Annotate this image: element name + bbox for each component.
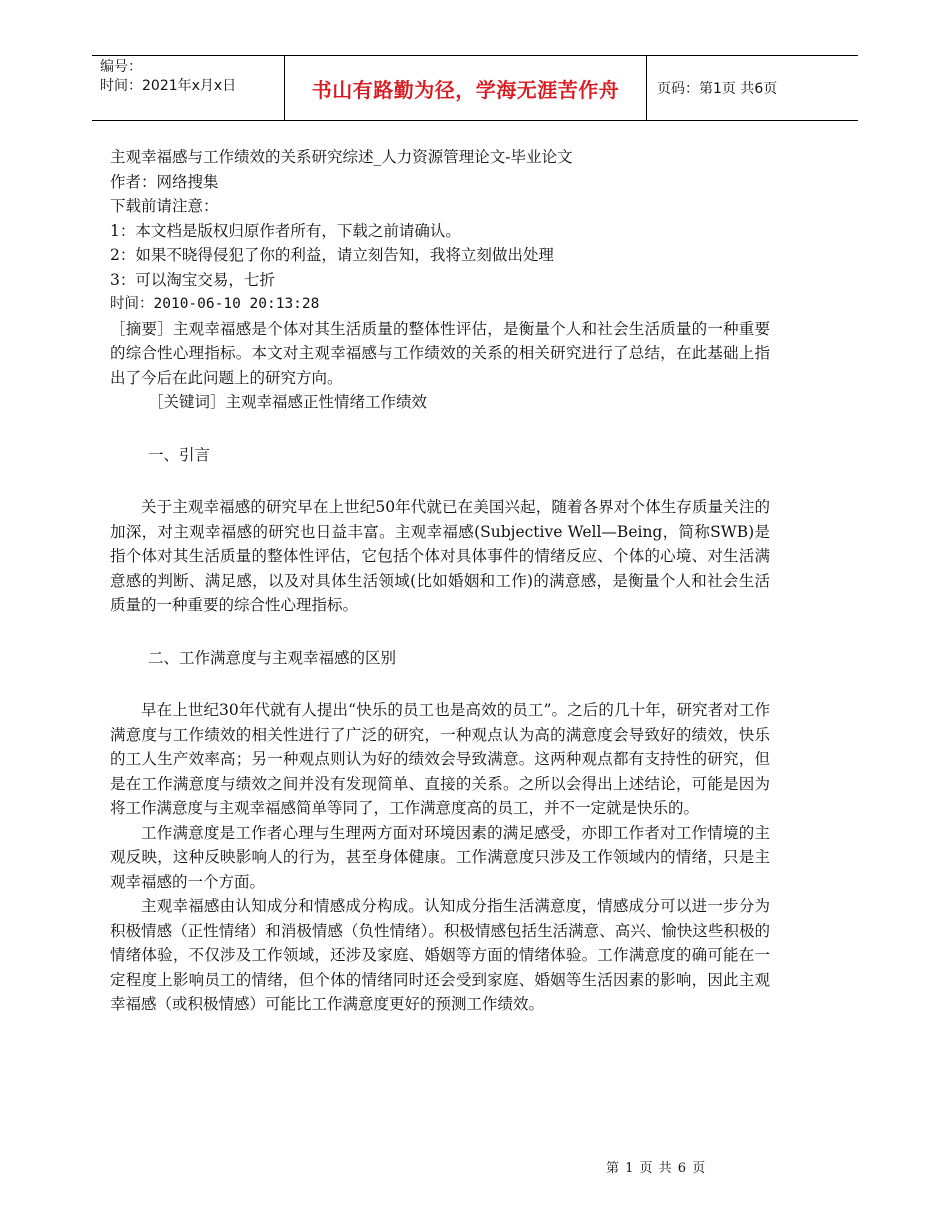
header-page-info: 页码：第1页 共6页 [657,81,778,97]
keywords-line: ［关键词］主观幸福感正性情绪工作绩效 [148,393,428,411]
article-author: 作者：网络搜集 [110,172,219,191]
notice-item-1: 1：本文档是版权归原作者所有，下载之前请确认。 [110,221,461,240]
doc-time-label: 时间：2021年x月x日 [100,78,237,94]
notice-item-3: 3：可以淘宝交易，七折 [110,270,275,289]
difference-paragraph-1: 早在上世纪30年代就有人提出“快乐的员工也是高效的员工”。之后的几十年，研究者对工作满意度与工作绩效的相关性进行了广泛的研究，一种观点认为高的满意度会导致好的绩效，快乐的工人生产效率高；另一种观点则认为好的绩效会导致满意。这两种观点都有支持性的研究，但是在工作满意度与绩效之间并没有发现简单、直接的关系。之所以会得出上述结论，可能是因为将工作满意度与主观幸福感简单等同了，工作满意度高的员工，并不一定就是快乐的。 [110,701,770,817]
difference-paragraph-2: 工作满意度是工作者心理与生理两方面对环境因素的满足感受，亦即工作者对工作情境的主观反映，这种反映影响人的行为，甚至身体健康。工作满意度只涉及工作领域内的情绪，只是主观幸福感的一个方面。 [110,823,770,891]
article-time: 时间：2010-06-10 20:13:28 [110,296,320,312]
difference-paragraph-3: 主观幸福感由认知成分和情感成分构成。认知成分指生活满意度，情感成分可以进一步分为积极情感（正性情绪）和消极情感（负性情绪）。积极情感包括生活满意、高兴、愉快这些积极的情绪体验，不仅涉及工作领域，还涉及家庭、婚姻等方面的情绪体验。工作满意度的确可能在一定程度上影响员工的情绪，但个体的情绪同时还会受到家庭、婚姻等生活因素的影响，因此主观幸福感（或积极情感）可能比工作满意度更好的预测工作绩效。 [110,897,770,1013]
section-heading-intro: 一、引言 [148,445,211,464]
doc-number-label: 编号： [100,59,142,75]
notice-heading: 下载前请注意： [110,197,219,215]
document-body [110,145,770,1017]
section-heading-difference: 二、工作满意度与主观幸福感的区别 [148,648,397,667]
article-title: 主观幸福感与工作绩效的关系研究综述_人力资源管理论文-毕业论文 [110,148,573,166]
intro-paragraph: 关于主观幸福感的研究早在上世纪50年代就已在美国兴起，随着各界对个体生存质量关注的加深，对主观幸福感的研究也日益丰富。主观幸福感(Subjective Well—Being，简称SWB)是指个体对其生活质量的整体性评估，它包括个体对具体事件的情绪反应、个体的心境、对生活满意感的判断、满足感，以及对具体生活领域(比如婚姻和工作)的满意感，是衡量个人和社会生活质量的一种重要的综合性心理指标。 [110,498,770,614]
page-footer: 第 1 页 共 6 页 [606,1161,707,1176]
header-motto: 书山有路勤为径，学海无涯苦作舟 [285,56,647,120]
header-info-cell [92,56,285,120]
abstract-paragraph: ［摘要］主观幸福感是个体对其生活质量的整体性评估，是衡量个人和社会生活质量的一种重要的综合性心理指标。本文对主观幸福感与工作绩效的关系的相关研究进行了总结，在此基础上指出了今后在此问题上的研究方向。 [110,319,770,387]
notice-item-2: 2：如果不晓得侵犯了你的利益，请立刻告知，我将立刻做出处理 [110,246,554,264]
page-header [92,55,858,121]
